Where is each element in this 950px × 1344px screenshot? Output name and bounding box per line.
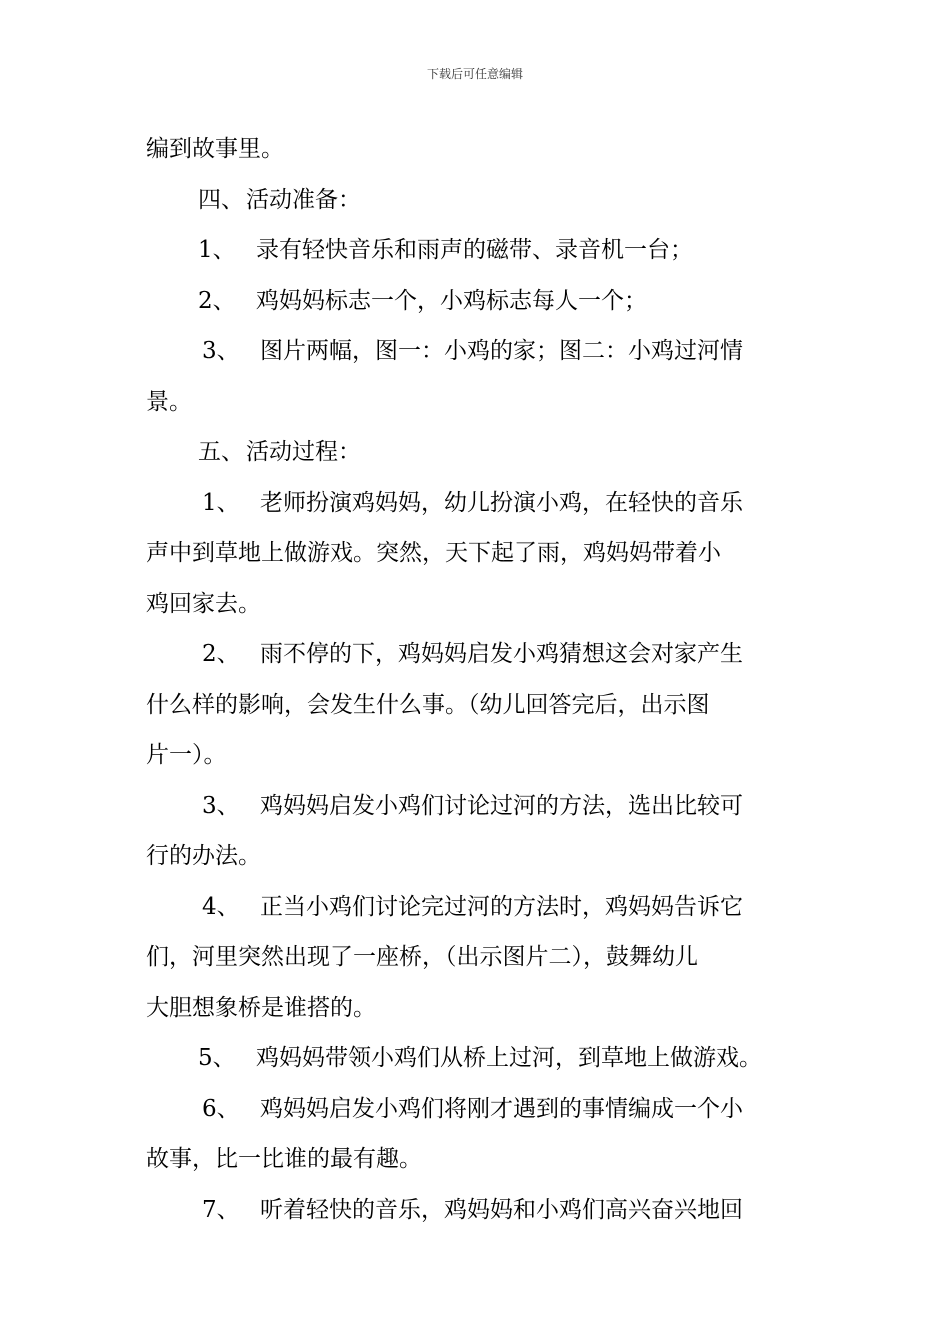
section-number: 四、 [198,186,244,213]
item-text: 鸡妈妈启发小鸡们讨论过河的方法，选出比较可 [260,792,743,819]
section-number: 五、 [198,439,244,465]
section-heading [146,427,808,478]
text-line: 什么样的影响，会发生什么事。（幼儿回答完后，出示图 [146,691,710,718]
item-text: 录有轻快音乐和雨声的磁带、录音机一台； [256,237,693,263]
item-text: 鸡妈妈带领小鸡们从桥上过河，到草地上做游戏。 [256,1045,762,1071]
text-line: 行的办法。 [146,843,261,869]
list-item [146,225,808,276]
item-number: 3、 [202,338,240,364]
list-item [146,478,808,529]
list-item [146,1033,808,1084]
text-line: 片一）。 [146,742,227,768]
item-number: 2、 [198,287,236,314]
text-line: 景。 [146,388,192,415]
text-line: 大胆想象桥是谁搭的。 [146,994,376,1021]
list-item [146,882,808,933]
item-number: 3、 [202,792,240,819]
text-line: 故事，比一比谁的最有趣。 [146,1146,422,1172]
section-heading [146,175,808,226]
item-number: 7、 [202,1196,240,1223]
item-text: 图片两幅，图一：小鸡的家；图二：小鸡过河情 [260,338,743,364]
item-text: 听着轻快的音乐，鸡妈妈和小鸡们高兴奋兴地回 [260,1196,743,1223]
text-line: 鸡回家去。 [146,590,261,617]
item-number: 4、 [202,893,240,920]
text-line: 们，河里突然出现了一座桥，（出示图片二），鼓舞幼儿 [146,944,698,970]
text-line: 声中到草地上做游戏。突然，天下起了雨，鸡妈妈带着小 [146,540,721,566]
document-body [146,124,808,1235]
list-item [146,629,808,680]
item-number: 1、 [198,237,236,263]
item-text: 鸡妈妈标志一个，小鸡标志每人一个； [256,287,647,314]
item-text: 鸡妈妈启发小鸡们将刚才遇到的事情编成一个小 [260,1095,743,1122]
item-number: 2、 [202,641,240,667]
list-item [146,326,808,377]
section-title: 活动准备： [246,186,361,213]
item-number: 6、 [202,1095,240,1122]
list-item [146,781,808,832]
page-header: 下载后可任意编辑 [426,67,523,81]
item-number: 1、 [202,489,240,516]
list-item [146,1185,808,1236]
text-line: 编到故事里。 [146,136,284,162]
list-item [146,276,808,327]
item-number: 5、 [198,1045,236,1071]
item-text: 雨不停的下，鸡妈妈启发小鸡猜想这会对家产生 [260,641,743,667]
item-text: 正当小鸡们讨论完过河的方法时，鸡妈妈告诉它 [260,893,743,920]
item-text: 老师扮演鸡妈妈，幼儿扮演小鸡，在轻快的音乐 [260,489,743,516]
section-title: 活动过程： [246,439,361,465]
list-item [146,1084,808,1135]
